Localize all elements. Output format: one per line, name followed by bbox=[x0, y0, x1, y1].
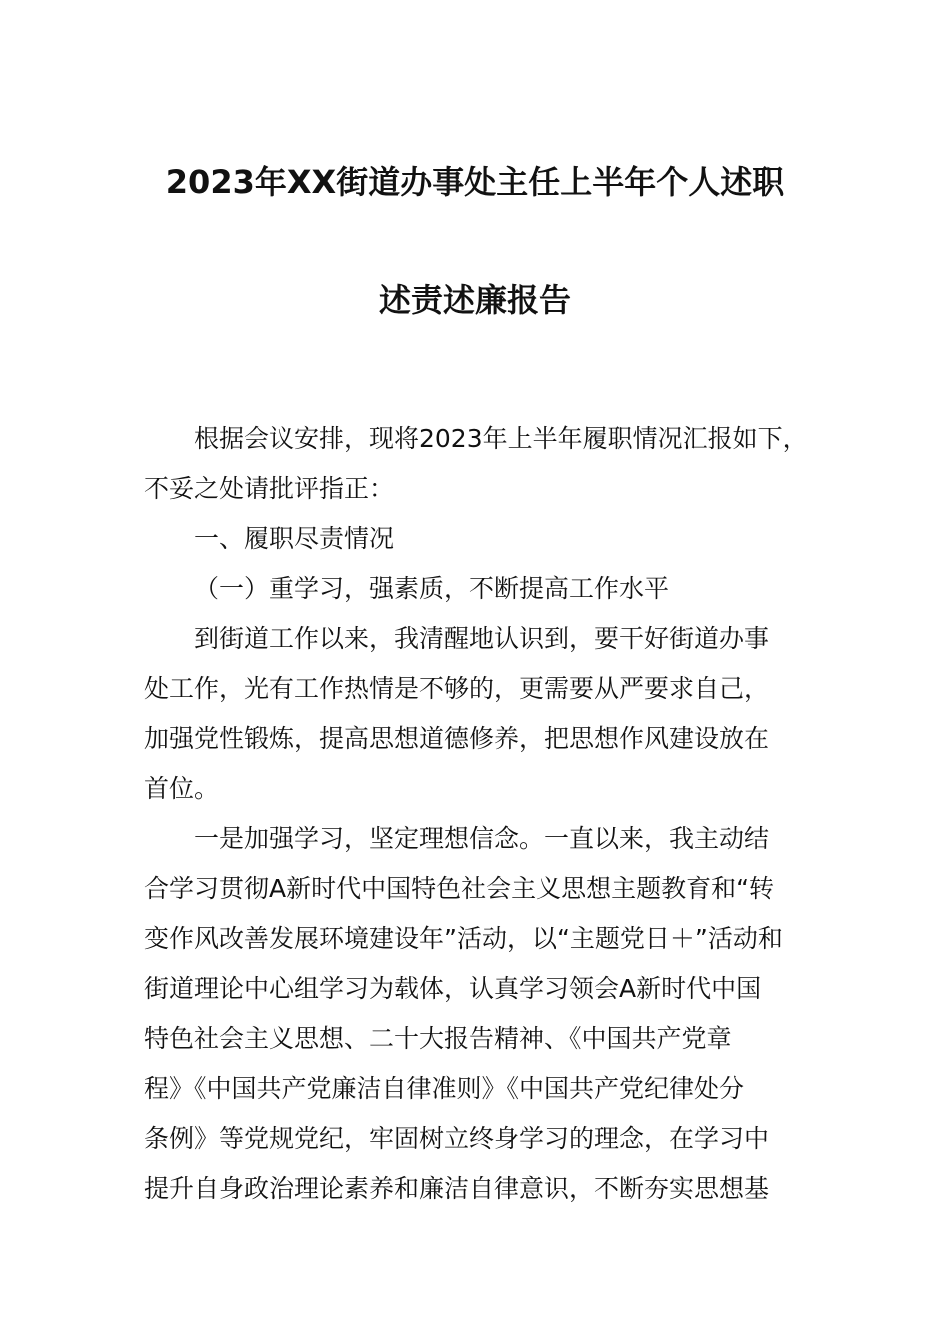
paragraph-intro bbox=[144, 414, 844, 514]
text-line: 不妥之处请批评指正： bbox=[144, 474, 395, 503]
text-line: 变作风改善发展环境建设年”活动，以“主题党日＋”活动和 bbox=[144, 924, 783, 953]
section-heading-1 bbox=[144, 514, 844, 564]
text-line: 合学习贯彻A新时代中国特色社会主义思想主题教育和“转 bbox=[144, 874, 775, 903]
text-line: 处工作，光有工作热情是不够的，更需要从严要求自己， bbox=[144, 674, 770, 703]
text-line: （一）重学习，强素质，不断提高工作水平 bbox=[194, 574, 670, 603]
document-body bbox=[144, 414, 844, 1214]
text-line: 首位。 bbox=[144, 774, 220, 803]
text-line: 根据会议安排，现将2023年上半年履职情况汇报如下， bbox=[194, 424, 808, 453]
text-line: 程》《中国共产党廉洁自律准则》《中国共产党纪律处分 bbox=[144, 1074, 745, 1103]
text-line: 街道理论中心组学习为载体，认真学习领会A新时代中国 bbox=[144, 974, 762, 1003]
text-line: 到街道工作以来，我清醒地认识到，要干好街道办事 bbox=[194, 624, 770, 653]
document-title-line-2: 述责述廉报告 bbox=[378, 281, 571, 319]
text-line: 特色社会主义思想、二十大报告精神、《中国共产党章 bbox=[144, 1024, 732, 1053]
text-line: 一、履职尽责情况 bbox=[194, 524, 395, 553]
text-line: 提升自身政治理论素养和廉洁自律意识，不断夯实思想基 bbox=[144, 1174, 770, 1203]
text-line: 条例》等党规党纪，牢固树立终身学习的理念，在学习中 bbox=[144, 1124, 770, 1153]
paragraph-work-attitude bbox=[144, 614, 844, 814]
text-line: 加强党性锻炼，提高思想道德修养，把思想作风建设放在 bbox=[144, 724, 770, 753]
paragraph-strengthen-learning bbox=[144, 814, 844, 1214]
document-title-line-1: 2023年XX街道办事处主任上半年个人述职 bbox=[165, 163, 785, 201]
subsection-heading-1 bbox=[144, 564, 844, 614]
text-line: 一是加强学习，坚定理想信念。一直以来，我主动结 bbox=[194, 824, 770, 853]
